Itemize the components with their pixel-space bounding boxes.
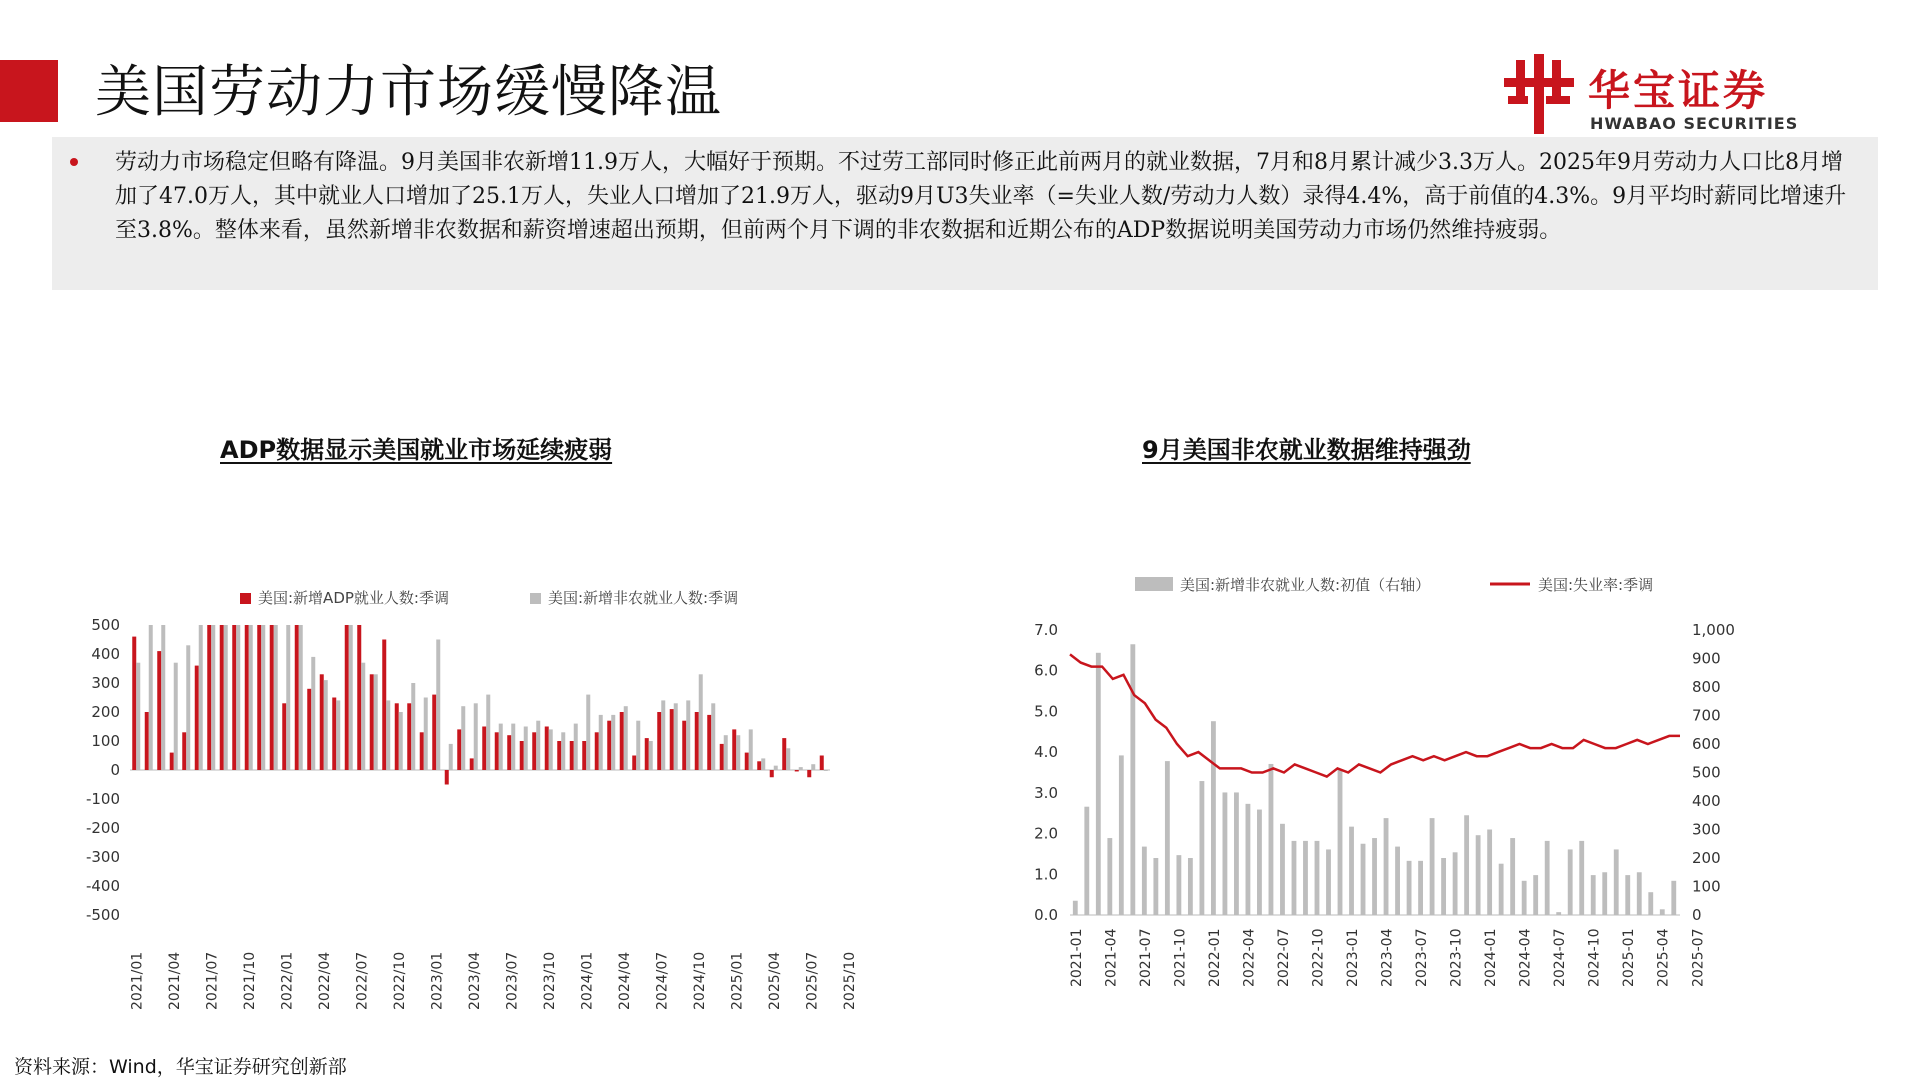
y-tick-label: 400 — [91, 645, 120, 663]
nonfarm-bar — [399, 712, 403, 770]
adp-bar — [357, 625, 361, 770]
nonfarm-bar — [1257, 810, 1262, 915]
adp-bar — [157, 651, 161, 770]
nonfarm-bar — [1176, 855, 1181, 915]
nonfarm-bar — [1614, 849, 1619, 915]
nonfarm-bar — [1533, 875, 1538, 915]
legend-swatch — [530, 593, 541, 604]
nonfarm-bar — [174, 663, 178, 770]
y-left-tick-label: 0.0 — [1034, 906, 1058, 924]
nonfarm-bar — [561, 732, 565, 770]
adp-bar — [782, 738, 786, 770]
nonfarm-bar — [349, 625, 353, 770]
y-right-tick-label: 900 — [1692, 649, 1721, 668]
adp-bar — [520, 741, 524, 770]
nonfarm-bar — [449, 744, 453, 770]
nonfarm-bar — [1591, 875, 1596, 915]
nonfarm-bar — [199, 625, 203, 770]
y-right-tick-label: 1,000 — [1692, 621, 1735, 639]
nonfarm-bar — [1648, 892, 1653, 915]
x-tick-label: 2021/10 — [241, 951, 258, 1010]
adp-bar — [545, 727, 549, 771]
nonfarm-bar — [374, 674, 378, 770]
legend-label: 美国:新增非农就业人数:季调 — [548, 589, 739, 607]
adp-bar — [470, 758, 474, 770]
x-tick-label: 2025-01 — [1621, 928, 1638, 987]
nonfarm-bar — [1384, 818, 1389, 915]
x-tick-label: 2021-07 — [1137, 928, 1154, 987]
y-tick-label: 0 — [110, 761, 120, 779]
nonfarm-bar — [661, 700, 665, 770]
nonfarm-bar — [486, 695, 490, 770]
x-tick-label: 2021-04 — [1103, 928, 1120, 987]
adp-bar — [182, 732, 186, 770]
nonfarm-chart — [1020, 575, 1760, 1045]
adp-bar — [420, 732, 424, 770]
nonfarm-bar — [1280, 824, 1285, 915]
legend-swatch-bar — [1135, 577, 1173, 591]
adp-bar — [770, 770, 774, 777]
nonfarm-bar — [474, 703, 478, 770]
x-tick-label: 2023-10 — [1448, 928, 1465, 987]
nonfarm-bar — [1671, 881, 1676, 915]
nonfarm-bar — [674, 703, 678, 770]
nonfarm-bar — [1246, 804, 1251, 915]
x-tick-label: 2023/10 — [541, 951, 558, 1010]
nonfarm-bar — [386, 700, 390, 770]
legend-label: 美国:新增ADP就业人数:季调 — [258, 589, 449, 607]
y-right-tick-label: 800 — [1692, 678, 1721, 696]
nonfarm-bar — [824, 770, 828, 771]
adp-bar — [620, 712, 624, 770]
nonfarm-bar — [786, 748, 790, 770]
nonfarm-bar — [1510, 838, 1515, 915]
nonfarm-bar — [1326, 849, 1331, 915]
y-left-tick-label: 4.0 — [1034, 743, 1058, 762]
nonfarm-bar — [599, 715, 603, 770]
y-right-tick-label: 0 — [1692, 906, 1702, 924]
adp-bar — [245, 625, 249, 770]
x-tick-label: 2023-01 — [1344, 928, 1361, 987]
logo-chinese-name: 华宝证券 — [1588, 66, 1769, 115]
adp-bar — [532, 732, 536, 770]
nonfarm-bar — [1660, 909, 1665, 915]
x-tick-label: 2021-10 — [1172, 928, 1189, 987]
nonfarm-bar — [1556, 912, 1561, 915]
adp-bar — [257, 625, 261, 770]
adp-bar — [707, 715, 711, 770]
y-right-tick-label: 600 — [1692, 735, 1721, 753]
nonfarm-bar — [286, 625, 290, 770]
nonfarm-bar — [1487, 830, 1492, 916]
nonfarm-bar — [549, 729, 553, 770]
adp-bar — [732, 729, 736, 770]
adp-bar — [445, 770, 449, 785]
nonfarm-bar — [1130, 644, 1135, 915]
nonfarm-bar — [1418, 861, 1423, 915]
x-tick-label: 2023/07 — [504, 951, 521, 1010]
x-tick-label: 2024-07 — [1552, 928, 1569, 987]
y-tick-label: -500 — [85, 906, 120, 924]
nonfarm-bar — [711, 703, 715, 770]
adp-bar — [557, 741, 561, 770]
nonfarm-bar — [649, 741, 653, 770]
nonfarm-bar — [1522, 881, 1527, 915]
legend-swatch — [240, 593, 251, 604]
nonfarm-bar — [761, 758, 765, 770]
nonfarm-bar — [724, 735, 728, 770]
nonfarm-bar — [774, 766, 778, 770]
nonfarm-bar — [1096, 653, 1101, 915]
adp-bar — [382, 640, 386, 771]
adp-bar — [682, 721, 686, 770]
nonfarm-bar — [611, 715, 615, 770]
adp-bar — [507, 735, 511, 770]
hwabao-logo-icon — [1500, 52, 1580, 136]
nonfarm-bar — [536, 721, 540, 770]
x-tick-label: 2021/07 — [204, 951, 221, 1010]
adp-bar — [282, 703, 286, 770]
y-right-tick-label: 400 — [1692, 792, 1721, 810]
adp-bar — [132, 637, 136, 770]
y-left-tick-label: 5.0 — [1034, 702, 1058, 721]
nonfarm-bar — [686, 700, 690, 770]
x-tick-label: 2024-10 — [1586, 928, 1603, 987]
x-tick-label: 2022/01 — [279, 951, 296, 1010]
company-logo — [1500, 52, 1880, 142]
nonfarm-bar — [1464, 815, 1469, 915]
nonfarm-bar — [574, 724, 578, 770]
adp-bar — [820, 756, 824, 771]
y-tick-label: -100 — [85, 790, 120, 808]
y-left-tick-label: 1.0 — [1034, 865, 1058, 884]
nonfarm-bar — [1338, 770, 1343, 915]
nonfarm-bar — [261, 625, 265, 770]
nonfarm-bar — [1625, 875, 1630, 915]
nonfarm-bar — [361, 663, 365, 770]
nonfarm-bar — [1349, 827, 1354, 915]
adp-bar — [270, 625, 274, 770]
x-tick-label: 2022-04 — [1241, 928, 1258, 987]
source-note: 资料来源：Wind，华宝证券研究创新部 — [14, 1056, 347, 1078]
x-tick-label: 2022/10 — [391, 951, 408, 1010]
y-left-tick-label: 7.0 — [1034, 621, 1058, 639]
y-left-tick-label: 2.0 — [1034, 824, 1058, 843]
nonfarm-bar — [336, 700, 340, 770]
x-tick-label: 2023-07 — [1414, 928, 1431, 987]
adp-bar — [395, 703, 399, 770]
nonfarm-bar — [1499, 864, 1504, 915]
nonfarm-bar — [1315, 841, 1320, 915]
y-left-tick-label: 6.0 — [1034, 661, 1058, 680]
adp-bar — [657, 712, 661, 770]
nonfarm-bar — [1430, 818, 1435, 915]
chart-title-nonfarm: 9月美国非农就业数据维持强劲 — [1142, 436, 1471, 464]
nonfarm-bar — [1407, 861, 1412, 915]
summary-paragraph: 劳动力市场稳定但略有降温。9月美国非农新增11.9万人，大幅好于预期。不过劳工部同时修正此前两月的就业数据，7月和8月累计减少3.3万人。2025年9月劳动力人口比8月增加了47.0万人，其中就业人口增加了25.1万人，失业人口增加了21.9万人，驱动9月U3失业率（=失业人数/劳动力人数）录得4.4%，高于前值的4.3%。9月平均时薪同比增速升至3.8%。整体来看，虽然新增非农数据和薪资增速超出预期，但前两个月下调的非农数据和近期公布的ADP数据说明美国劳动力市场仍然维持疲弱。 — [115, 150, 1847, 243]
adp-bar — [345, 625, 349, 770]
adp-bar — [320, 674, 324, 770]
nonfarm-bar — [511, 724, 515, 770]
x-tick-label: 2021/04 — [166, 951, 183, 1010]
nonfarm-bar — [1602, 872, 1607, 915]
x-tick-label: 2021/01 — [129, 951, 146, 1010]
x-tick-label: 2022/04 — [316, 951, 333, 1010]
adp-bar — [407, 703, 411, 770]
y-right-tick-label: 500 — [1692, 763, 1721, 782]
nonfarm-bar — [236, 625, 240, 770]
adp-bar — [207, 625, 211, 770]
nonfarm-bar — [311, 657, 315, 770]
nonfarm-bar — [224, 625, 228, 770]
adp-bar — [457, 729, 461, 770]
adp-bar — [232, 625, 236, 770]
x-tick-label: 2024/04 — [616, 951, 633, 1010]
nonfarm-bar — [699, 674, 703, 770]
y-right-tick-label: 200 — [1692, 849, 1721, 867]
y-tick-label: 200 — [91, 703, 120, 721]
x-tick-label: 2025-07 — [1690, 928, 1707, 987]
x-tick-label: 2024/10 — [691, 951, 708, 1010]
adp-bar — [795, 770, 799, 771]
y-tick-label: -200 — [85, 819, 120, 837]
nonfarm-bar — [1073, 901, 1078, 915]
adp-bar — [745, 753, 749, 770]
nonfarm-bar — [1361, 844, 1366, 915]
y-right-tick-label: 300 — [1692, 820, 1721, 839]
adp-bar — [432, 695, 436, 770]
nonfarm-bar — [249, 625, 253, 770]
nonfarm-bar — [586, 695, 590, 770]
y-tick-label: 300 — [91, 674, 120, 692]
nonfarm-bar — [411, 683, 415, 770]
unemployment-line — [1070, 654, 1680, 776]
x-tick-label: 2022-07 — [1275, 928, 1292, 987]
x-tick-label: 2022-01 — [1206, 928, 1223, 987]
adp-bar — [307, 689, 311, 770]
y-tick-label: -400 — [85, 877, 120, 895]
nonfarm-bar — [274, 625, 278, 770]
nonfarm-bar — [161, 625, 165, 770]
nonfarm-bar — [736, 735, 740, 770]
nonfarm-bar — [499, 724, 503, 770]
x-tick-label: 2022-10 — [1310, 928, 1327, 987]
nonfarm-bar — [436, 640, 440, 771]
adp-bar — [645, 738, 649, 770]
x-tick-label: 2025/04 — [766, 951, 783, 1010]
x-tick-label: 2023/04 — [466, 951, 483, 1010]
nonfarm-bar — [749, 729, 753, 770]
x-tick-label: 2023-04 — [1379, 928, 1396, 987]
adp-bar — [695, 712, 699, 770]
x-tick-label: 2023/01 — [429, 951, 446, 1010]
page-title: 美国劳动力市场缓慢降温 — [95, 60, 722, 125]
adp-bar — [482, 727, 486, 771]
y-left-tick-label: 3.0 — [1034, 783, 1058, 802]
nonfarm-bar — [1153, 858, 1158, 915]
nonfarm-bar — [1303, 841, 1308, 915]
y-right-tick-label: 700 — [1692, 706, 1721, 725]
adp-bar — [145, 712, 149, 770]
bullet-icon — [70, 158, 78, 166]
nonfarm-bar — [1269, 764, 1274, 915]
adp-bar — [595, 732, 599, 770]
nonfarm-bar — [299, 625, 303, 770]
logo-english-name: HWABAO SECURITIES — [1590, 114, 1799, 133]
nonfarm-bar — [1395, 847, 1400, 915]
x-tick-label: 2021-01 — [1068, 928, 1085, 987]
adp-bar — [607, 721, 611, 770]
nonfarm-bar — [1107, 838, 1112, 915]
nonfarm-bar — [1142, 847, 1147, 915]
x-tick-label: 2025/10 — [841, 951, 858, 1010]
adp-chart — [70, 575, 858, 1045]
adp-bar — [570, 741, 574, 770]
adp-bar — [332, 698, 336, 771]
nonfarm-bar — [461, 706, 465, 770]
x-tick-label: 2025/07 — [804, 951, 821, 1010]
nonfarm-bar — [186, 645, 190, 770]
nonfarm-bar — [136, 663, 140, 770]
x-tick-label: 2025-04 — [1655, 928, 1672, 987]
nonfarm-bar — [1199, 781, 1204, 915]
adp-bar — [757, 761, 761, 770]
nonfarm-bar — [1084, 807, 1089, 915]
y-right-tick-label: 100 — [1692, 877, 1721, 896]
title-accent-block — [0, 60, 58, 122]
adp-bar — [195, 666, 199, 770]
adp-bar — [220, 625, 224, 770]
legend-label: 美国:新增非农就业人数:初值（右轴） — [1180, 576, 1431, 594]
nonfarm-bar — [1545, 841, 1550, 915]
nonfarm-bar — [1568, 849, 1573, 915]
nonfarm-bar — [624, 706, 628, 770]
nonfarm-bar — [1372, 838, 1377, 915]
adp-bar — [670, 709, 674, 770]
nonfarm-bar — [1234, 792, 1239, 915]
nonfarm-bar — [211, 625, 215, 770]
nonfarm-bar — [636, 721, 640, 770]
y-tick-label: 500 — [91, 616, 120, 634]
chart-title-adp: ADP数据显示美国就业市场延续疲弱 — [220, 436, 613, 464]
nonfarm-bar — [1119, 755, 1124, 915]
adp-bar — [495, 732, 499, 770]
adp-bar — [582, 741, 586, 770]
nonfarm-bar — [811, 764, 815, 770]
x-tick-label: 2025/01 — [729, 951, 746, 1010]
nonfarm-bar — [1165, 761, 1170, 915]
nonfarm-bar — [524, 727, 528, 771]
adp-bar — [807, 770, 811, 777]
nonfarm-bar — [149, 625, 153, 770]
nonfarm-bar — [1579, 841, 1584, 915]
x-tick-label: 2022/07 — [354, 951, 371, 1010]
adp-bar — [632, 756, 636, 771]
x-tick-label: 2024/01 — [579, 951, 596, 1010]
legend-label: 美国:失业率:季调 — [1538, 576, 1654, 594]
nonfarm-bar — [1441, 858, 1446, 915]
nonfarm-bar — [1637, 872, 1642, 915]
adp-bar — [720, 744, 724, 770]
nonfarm-bar — [1453, 852, 1458, 915]
nonfarm-bar — [1211, 721, 1216, 915]
x-tick-label: 2024/07 — [654, 951, 671, 1010]
nonfarm-bar — [1188, 858, 1193, 915]
x-tick-label: 2024-01 — [1483, 928, 1500, 987]
adp-bar — [170, 753, 174, 770]
nonfarm-bar — [424, 698, 428, 771]
nonfarm-bar — [1223, 792, 1228, 915]
y-tick-label: 100 — [91, 732, 120, 750]
adp-bar — [295, 625, 299, 770]
nonfarm-bar — [324, 680, 328, 770]
adp-bar — [370, 674, 374, 770]
x-tick-label: 2024-04 — [1517, 928, 1534, 987]
nonfarm-bar — [799, 767, 803, 770]
nonfarm-bar — [1476, 835, 1481, 915]
y-tick-label: -300 — [85, 848, 120, 866]
nonfarm-bar — [1292, 841, 1297, 915]
